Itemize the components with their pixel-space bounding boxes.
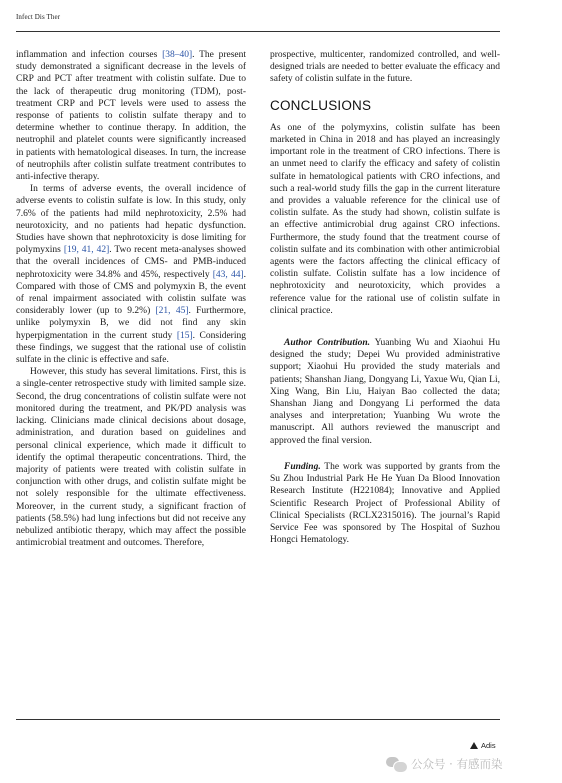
left-column (16, 49, 246, 549)
wechat-icon (386, 756, 406, 772)
header-divider (16, 31, 500, 32)
paragraph-text: . The present study demonstrated a significant decrease in the levels of CRP and PCT after treatment with colistin sulfate. Due to the lack of therapeutic drug monitoring (TDM), post-treatment CRP and PCT levels were used to assess the response of patients to colistin sulfate therapy and to determine whether to continue therapy. In addition, the neutrophil and platelet counts were significantly increased in patients with hematological diseases. In turn, the increase of neutrophils after colistin sulfate treatment contributes to anti-infective therapy. (16, 50, 246, 183)
limitations-paragraph (16, 366, 246, 549)
reference-link[interactable]: [19, 41, 42] (63, 245, 110, 256)
conclusions-heading: CONCLUSIONS (270, 97, 372, 113)
wechat-watermark (386, 756, 502, 772)
paragraph-text: In terms of adverse events, the overall incidence of adverse events to colistin sulfate is low. In this study, only 7.6% of the patients had mild nephrotoxicity, 2.5% had neurotoxicity, and no patients had hepatic dysfunction. Studies have shown that nephrotoxicity is dose limiting for polymyxins (16, 184, 246, 256)
adverse-events-paragraph (16, 183, 246, 366)
reference-link[interactable]: [21, 45] (155, 306, 189, 317)
future-trials-paragraph: prospective, multicenter, randomized controlled, and well-designed trials are needed to better evaluate the efficacy and safety of colistin sulfate in the future. (270, 50, 500, 85)
footer-divider (16, 719, 500, 720)
author-contribution-label: Author Contribution. (284, 338, 371, 349)
funding-text: The work was supported by grants from the Su Zhou Industrial Park He He Yuan Da Blood Innovation Research Institute (H221084); Innovative and Applied Scientific Research Project of Professional Ability of Clinical Specialists (RCLX2315016). The journal’s Rapid Service Fee was sponsored by The Hospital of Suzhou Hongci Hematology. (270, 461, 500, 546)
funding-label: Funding. (284, 461, 321, 472)
discussion-paragraph-1 (16, 49, 246, 183)
running-head: Infect Dis Ther (16, 13, 61, 21)
author-contribution-text: Yuanbing Wu and Xiaohui Hu designed the study; Depei Wu provided administrative support; Xiaohui Hu provided the study materials and patients; Shanshan Jiang, Dongyang Li, Yaxue Wu, Qian Li, Xing Wang, Bin Liu, Haiyan Bao collected the data; Shanshan Jiang and Dongyang Li performed the data analyses and interpretation; Yuanbing Wu wrote the manuscript. All authors reviewed the manuscript and approved the final version. (270, 338, 500, 446)
funding-paragraph (270, 461, 500, 546)
adis-logo (470, 741, 496, 750)
reference-link[interactable]: [38–40] (162, 50, 193, 60)
adis-triangle-icon (470, 742, 478, 749)
right-column (270, 49, 500, 546)
paragraph-text: However, this study has several limitations. First, this is a single-center retrospective study with limited sample size. Second, the drug concentrations of colistin sulfate were not monitored during the treatment, and PK/PD analysis was lacking. Clinicians made clinical decisions about dosage, administration, and duration based on guidelines and personal clinical experience, which made it difficult to identify the optimal therapeutic concentrations. Third, the majority of patients were treated with colistin sulfate in conjunction with other drugs, and colistin sulfate might be not solely responsible for the ultimate effectiveness. Moreover, in the current study, a significant fraction of patients (58.5%) had lung infections but did not receive any nebulized antibiotic therapy, which may affect the possible antimicrobial treatment and outcomes. Therefore, (16, 367, 246, 549)
reference-link[interactable]: [43, 44] (212, 269, 244, 280)
paragraph-text: . Furthermore, unlike polymyxin B, we did not find any skin hyperpigmentation in the current study (16, 306, 246, 341)
watermark-text: 公众号 · 有感而染 (411, 757, 503, 771)
author-contribution-paragraph (270, 337, 500, 447)
paragraph-text: inflammation and infection courses (16, 50, 163, 60)
adis-logo-text: Adis (481, 741, 496, 750)
paragraph-text: . Considering these findings, we suggest that the rational use of colistin sulfate in the clinic is effective and safe. (16, 330, 246, 366)
conclusions-paragraph: As one of the polymyxins, colistin sulfate has been marketed in China in 2018 and has played an increasingly important role in the treatment of CRO infections. There is an unmet need to clarify the efficacy and safety of colistin sulfate in hematological patients with CRO infections, and such a real-world study fills the gap in the current literature and provides a valuable reference for the clinical use of colistin sulfate. As the study had shown, colistin sulfate is an effective antimicrobial drug against CRO infections. Furthermore, the study found that the treatment course of colistin sulfate and its combination with other antimicrobial agents were the factors affecting the clinical efficacy of colistin sulfate. Colistin sulfate has a low incidence of nephrotoxicity and neurotoxicity, which provides a reference value for the rational use of colistin sulfate in clinical practice. (270, 122, 500, 316)
paragraph-text: . Compared with those of CMS and polymyxin B, the event of renal impairment associated with colistin sulfate was considerably lower (up to 9.2%) (16, 269, 247, 317)
reference-link[interactable]: [15] (176, 330, 193, 341)
paragraph-text: . Two recent meta-analyses showed that the overall incidences of CMS- and PMB-induced nephrotoxicity were 34.8% and 45%, respectively (16, 245, 246, 280)
